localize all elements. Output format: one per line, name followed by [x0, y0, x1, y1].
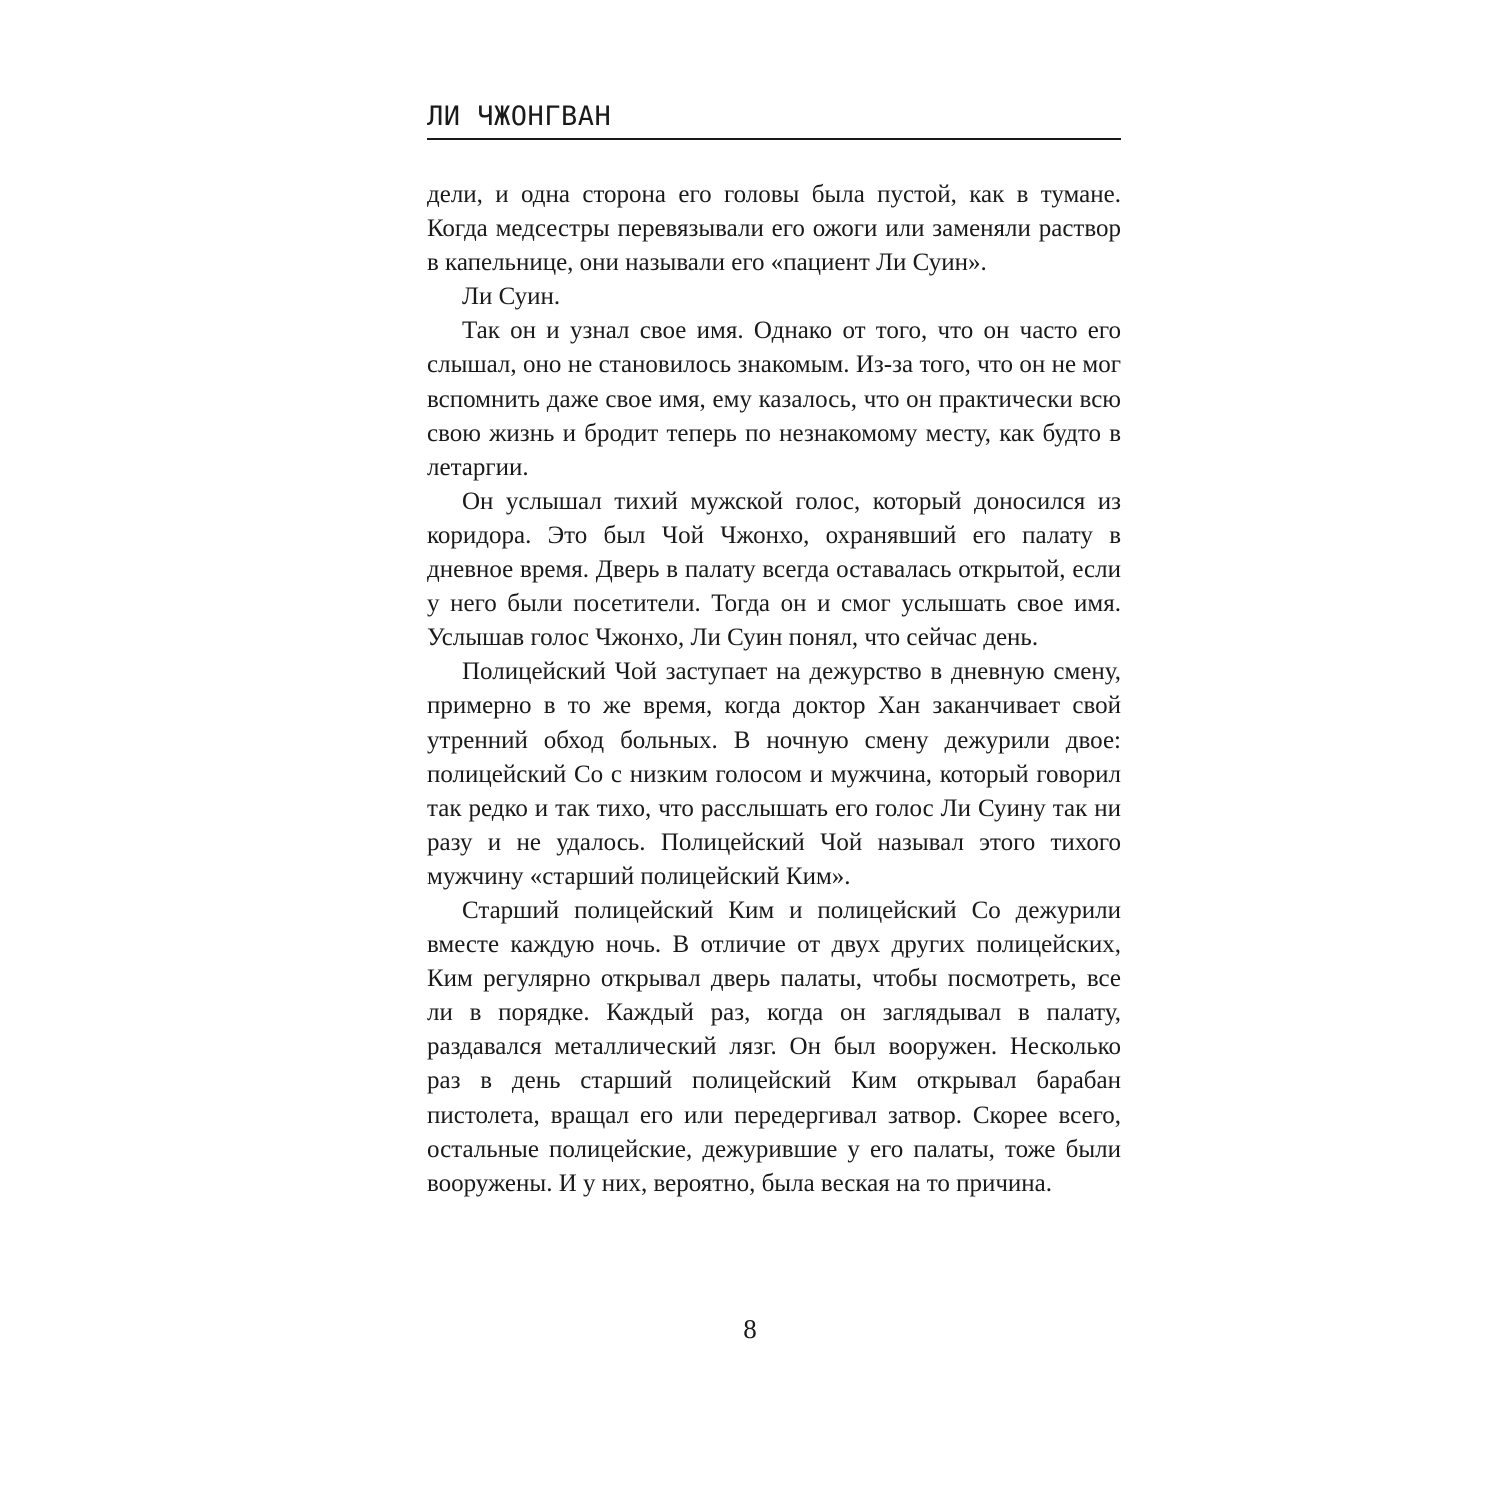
running-head: ЛИ ЧЖОНГВАН: [427, 100, 1121, 140]
text-block: [427, 100, 1121, 1201]
body-text: [427, 178, 1121, 1201]
paragraph: Полицейский Чой заступает на дежурство в дневную смену, примерно в то же время, когда доктор Хан заканчивает свой утренний обход больных. В ночную смену дежурили двое: полицейский Со с низким голосом и мужчина, который говорил так редко и так тихо, что расслышать его голос Ли Суину так ни разу и не удалось. Полицейский Чой называл этого тихого мужчину «старший полицейский Ким».: [427, 658, 1121, 890]
paragraph: Так он и узнал свое имя. Однако от того, что он часто его слышал, оно не становилось знакомым. Из-за того, что он не мог вспомнить даже свое имя, ему казалось, что он практически всю свою жизнь и бродит теперь по незнакомому месту, как будто в летаргии.: [427, 317, 1121, 481]
paragraph: Старший полицейский Ким и полицейский Со дежурили вместе каждую ночь. В отличие от двух других полицейских, Ким регулярно открывал дверь палаты, чтобы посмотреть, все ли в порядке. Каждый раз, когда он заглядывал в палату, раздавался металлический лязг. Он был вооружен. Несколько раз в день старший полицейский Ким открывал барабан пистолета, вращал его или передергивал затвор. Скорее всего, остальные полицейские, дежурившие у его палаты, тоже были вооружены. И у них, вероятно, была веская на то причина.: [427, 896, 1121, 1197]
page-number: 8: [743, 1314, 757, 1344]
paragraph: Он услышал тихий мужской голос, который доносился из коридора. Это был Чой Чжонхо, охранявший его палату в дневное время. Дверь в палату всегда оставалась открытой, если у него были посетители. Тогда он и смог услышать свое имя. Услышав голос Чжонхо, Ли Суин понял, что сейчас день.: [427, 487, 1121, 652]
paragraph-continuation: дели, и одна сторона его головы была пустой, как в тумане. Когда медсестры перевязывали его ожоги или заменяли раствор в капельнице, они называли его «пациент Ли Суин».: [427, 181, 1121, 277]
paragraph: Ли Суин.: [462, 283, 561, 311]
